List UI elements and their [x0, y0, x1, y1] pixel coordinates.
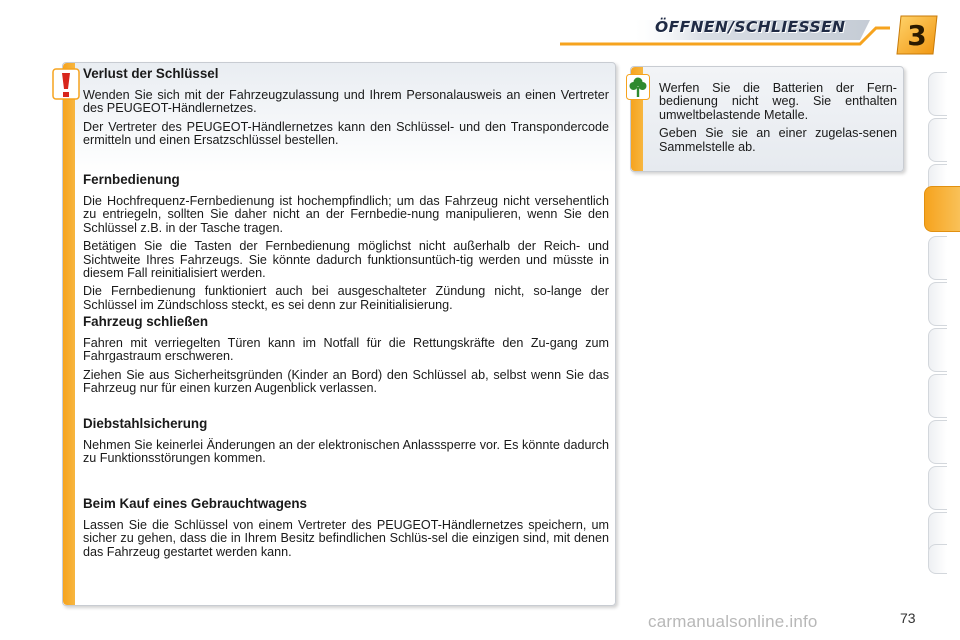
- chapter-tab[interactable]: [928, 466, 947, 510]
- paragraph: Betätigen Sie die Tasten der Fernbedienung möglichst nicht außerhalb der Reich- und Sichtweite Ihres Fahrzeugs. Sie könnte dadurch funktionsuntüch-tig werden und müsste in diesem Fall reinitialisiert werden.: [83, 239, 609, 281]
- eco-tree-icon: [626, 74, 650, 100]
- chapter-tab[interactable]: [928, 282, 947, 326]
- section-remote-control: [83, 172, 609, 317]
- section-anti-theft: [83, 416, 609, 471]
- chapter-tab[interactable]: [928, 374, 947, 418]
- section-title: Beim Kauf eines Gebrauchtwagens: [83, 496, 307, 511]
- chapter-tab[interactable]: [928, 544, 947, 574]
- paragraph: Nehmen Sie keinerlei Änderungen an der elektronischen Anlasssperre vor. Es könnte dadurch zu Funktionsstörungen kommen.: [83, 438, 609, 466]
- chapter-tab[interactable]: [928, 328, 947, 372]
- chapter-tab[interactable]: [928, 72, 947, 116]
- chapter-tab[interactable]: [928, 420, 947, 464]
- paragraph: Ziehen Sie aus Sicherheitsgründen (Kinder an Bord) den Schlüssel ab, selbst wenn Sie das Fahrzeug nur für einen kurzen Augenblick verlassen.: [83, 367, 609, 396]
- paragraph: Die Hochfrequenz-Fernbedienung ist hochempfindlich; um das Fahrzeug nicht versehentlich zu entriegeln, sollten Sie daher nicht an der Fernbedie-nung manipulieren, wenn Sie den Schlüssel z.B. in der Tasche tragen.: [83, 194, 609, 235]
- section-lock-vehicle: [83, 314, 609, 401]
- paragraph: Wenden Sie sich mit der Fahrzeugzulassung und Ihrem Personalausweis an einen Vertreter des PEUGEOT-Händlernetzes.: [83, 88, 609, 116]
- page-number: 73: [900, 610, 916, 626]
- panel-accent-bar: [63, 63, 75, 605]
- section-title: Verlust der Schlüssel: [83, 66, 219, 81]
- section-title: Fahrzeug schließen: [83, 314, 209, 329]
- section-title: Fernbedienung: [83, 172, 180, 187]
- paragraph: Werfen Sie die Batterien der Fern-bedienung nicht weg. Sie enthalten umweltbelastende Metalle.: [659, 81, 897, 122]
- paragraph: Geben Sie sie an einer zugelas-senen Sammelstelle ab.: [659, 126, 897, 154]
- watermark: carmanualsonline.info: [648, 612, 818, 631]
- warning-exclamation-icon: [52, 68, 80, 100]
- chapter-number: 3: [907, 18, 927, 52]
- section-used-car: [83, 496, 609, 564]
- chapter-tab[interactable]: [928, 118, 947, 162]
- chapter-tab[interactable]: [928, 236, 947, 280]
- paragraph: Fahren mit verriegelten Türen kann im Notfall für die Rettungskräfte den Zu-gang zum Fahrgastraum erschweren.: [83, 336, 609, 364]
- paragraph: Der Vertreter des PEUGEOT-Händlernetzes kann den Schlüssel- und den Transpondercode ermitteln und einen Ersatzschlüssel bestellen.: [83, 119, 609, 148]
- section-title: Diebstahlsicherung: [83, 416, 208, 431]
- paragraph: Die Fernbedienung funktioniert auch bei ausgeschalteter Zündung nicht, so-lange der Schlüssel im Zündschloss steckt, es sei denn zur Reinitialisierung.: [83, 284, 609, 312]
- chapter-title: ÖFFNEN/SCHLIESSEN: [655, 18, 846, 36]
- section-lost-keys: [83, 66, 609, 153]
- chapter-tab-active[interactable]: [924, 186, 960, 232]
- eco-note-text: [659, 82, 897, 159]
- paragraph: Lassen Sie die Schlüssel von einem Vertreter des PEUGEOT-Händlernetzes speichern, um sicher zu gehen, dass die in Ihrem Besitz befindlichen Schlüs-sel die einzigen sind, mit denen das Fahrzeug gestartet werden kann.: [83, 518, 609, 559]
